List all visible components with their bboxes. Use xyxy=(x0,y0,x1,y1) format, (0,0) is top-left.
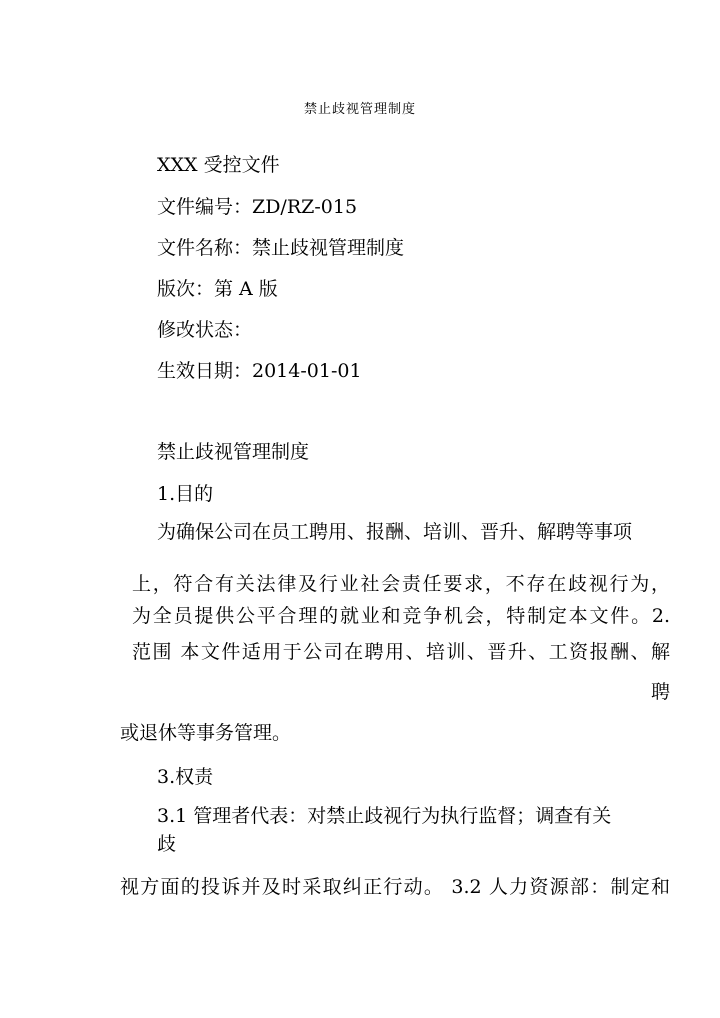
paragraph-line: 或退休等事务管理。 xyxy=(120,722,292,744)
paragraph-line: 歧 xyxy=(157,833,177,855)
section-title: 禁止歧视管理制度 xyxy=(157,441,310,463)
document-number: 文件编号：ZD/RZ-015 xyxy=(157,196,358,218)
paragraph-line: 3.1 管理者代表：对禁止歧视行为执行监督；调查有关 xyxy=(157,805,612,827)
document-version: 版次：第 A 版 xyxy=(157,278,278,300)
paragraph-line: 上，符合有关法律及行业社会责任要求，不存在歧视行为， xyxy=(132,573,670,595)
section-heading-responsibilities: 3.权责 xyxy=(157,766,214,788)
controlled-document-label: XXX 受控文件 xyxy=(157,154,280,176)
paragraph-line: 为确保公司在员工聘用、报酬、培训、晋升、解聘等事项 xyxy=(157,521,633,543)
effective-date: 生效日期：2014-01-01 xyxy=(157,360,362,382)
paragraph-line: 聘 xyxy=(650,681,670,703)
section-heading-purpose: 1.目的 xyxy=(157,483,214,505)
paragraph-line: 为全员提供公平合理的就业和竞争机会，特制定本文件。2. xyxy=(132,605,670,627)
document-name: 文件名称：禁止歧视管理制度 xyxy=(157,237,405,259)
revision-status: 修改状态： xyxy=(157,319,253,341)
paragraph-line: 视方面的投诉并及时采取纠正行动。 3.2 人力资源部：制定和 xyxy=(120,876,670,898)
page-header-title: 禁止歧视管理制度 xyxy=(303,102,416,117)
paragraph-line: 范围 本文件适用于公司在聘用、培训、晋升、工资报酬、解 xyxy=(132,641,670,663)
